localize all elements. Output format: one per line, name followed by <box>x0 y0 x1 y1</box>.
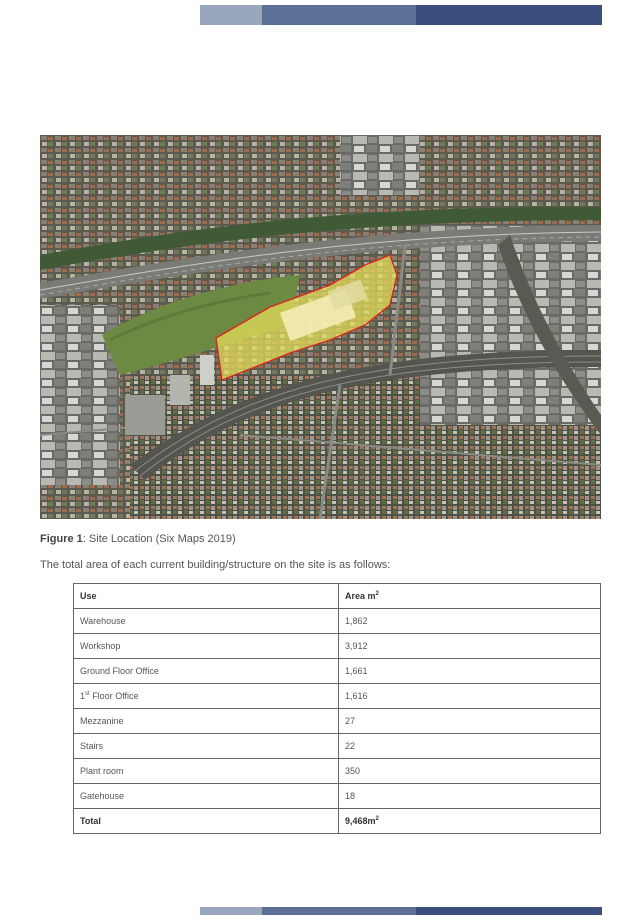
row-use: Stairs <box>74 734 339 759</box>
aerial-site-map <box>40 135 601 519</box>
table-header-row <box>74 584 601 609</box>
table-row <box>74 659 601 684</box>
band-segment-dark <box>416 5 602 25</box>
band-segment-mid <box>262 5 416 25</box>
table-row <box>74 734 601 759</box>
table-row <box>74 684 601 709</box>
row-use: Gatehouse <box>74 784 339 809</box>
row-use-prefix: 1 <box>80 691 86 701</box>
total-area-unit-sup: 2 <box>375 816 379 822</box>
table-row <box>74 759 601 784</box>
intro-paragraph: The total area of each current building/structure on the site is as follows: <box>40 559 391 571</box>
table-row <box>74 784 601 809</box>
row-use <box>74 684 339 709</box>
row-area: 22 <box>339 734 601 759</box>
row-area: 1,616 <box>339 684 601 709</box>
header-area-label: Area m <box>345 591 376 601</box>
header-area <box>339 584 601 609</box>
table-total-row <box>74 809 601 834</box>
band-segment-mid <box>262 907 416 915</box>
header-area-unit-sup: 2 <box>375 591 379 597</box>
header-color-band <box>200 5 602 25</box>
row-area: 27 <box>339 709 601 734</box>
row-area: 18 <box>339 784 601 809</box>
total-area-value: 9,468m <box>345 816 376 826</box>
table-row <box>74 609 601 634</box>
band-segment-dark <box>416 907 602 915</box>
total-label: Total <box>74 809 339 834</box>
row-use: Workshop <box>74 634 339 659</box>
total-area <box>339 809 601 834</box>
band-segment-light <box>200 907 262 915</box>
row-area: 1,862 <box>339 609 601 634</box>
band-segment-light <box>200 5 262 25</box>
row-use-text: Floor Office <box>89 691 139 701</box>
row-use: Ground Floor Office <box>74 659 339 684</box>
row-area: 1,661 <box>339 659 601 684</box>
row-use: Plant room <box>74 759 339 784</box>
figure-caption <box>40 533 236 545</box>
row-use-ordinal-sup: st <box>85 691 90 697</box>
table-row <box>74 709 601 734</box>
building-area-table <box>73 583 601 834</box>
row-area: 3,912 <box>339 634 601 659</box>
figure-caption-label: Figure 1 <box>40 533 83 545</box>
row-use: Mezzanine <box>74 709 339 734</box>
table-row <box>74 634 601 659</box>
row-area: 350 <box>339 759 601 784</box>
figure-caption-text: : Site Location (Six Maps 2019) <box>82 533 236 545</box>
header-use: Use <box>74 584 339 609</box>
footer-color-band <box>200 907 602 915</box>
row-use: Warehouse <box>74 609 339 634</box>
